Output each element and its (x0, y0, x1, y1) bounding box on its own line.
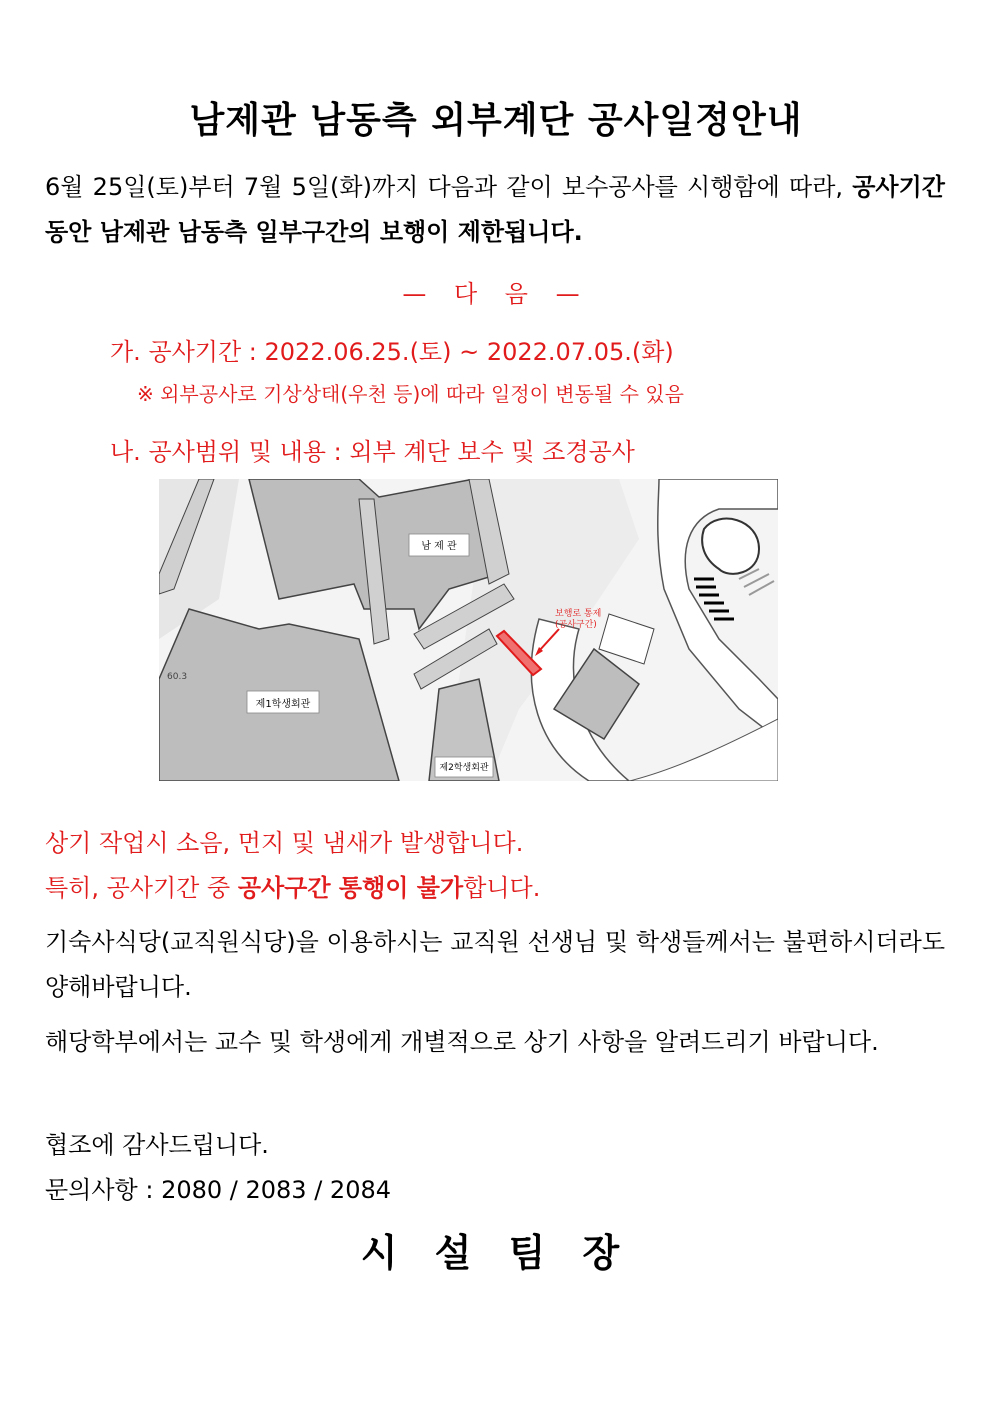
intro-paragraph (45, 165, 945, 255)
thanks-line: 협조에 감사드립니다. (45, 1131, 269, 1159)
map-label-hall1: 제1학생회관 (255, 699, 311, 710)
map-label-number: 60.3 (167, 672, 188, 682)
warning-text-a: 특히, 공사기간 중 (45, 874, 238, 902)
map-label-main: 남 제 관 (421, 541, 457, 552)
divider-next: — 다 음 — (402, 280, 590, 308)
contact-line: 문의사항 : 2080 / 2083 / 2084 (45, 1176, 392, 1204)
warning-line-2 (45, 868, 540, 903)
weather-note: ※ 외부공사로 기상상태(우천 등)에 따라 일정이 변동될 수 있음 (137, 382, 684, 406)
period-item: 가. 공사기간 : 2022.06.25.(토) ~ 2022.07.05.(화) (110, 338, 674, 366)
cafeteria-paragraph: 기숙사식당(교직원식당)을 이용하시는 교직원 선생님 및 학생들께서는 불편하시더라도 양해바랍니다. (45, 928, 945, 1001)
signature: 시 설 팀 장 (360, 1231, 632, 1275)
department-paragraph: 해당학부에서는 교수 및 학생에게 개별적으로 상기 사항을 알려드리기 바랍니다. (45, 1028, 879, 1056)
map-label-restrict-line2: (공사구간) (555, 620, 597, 630)
map-label-hall2: 제2학생회관 (439, 763, 489, 773)
warning-line-1: 상기 작업시 소음, 먼지 및 냄새가 발생합니다. (45, 829, 524, 857)
warning-text-c: 합니다. (463, 874, 541, 902)
map-label-restrict-line1: 보행로 통제 (555, 609, 602, 619)
intro-text: 6월 25일(토)부터 7월 5일(화)까지 다음과 같이 보수공사를 시행함에 따라, (45, 173, 853, 201)
site-map (159, 479, 778, 781)
warning-emphasis: 공사구간 통행이 불가 (237, 874, 464, 902)
scope-item: 나. 공사범위 및 내용 : 외부 계단 보수 및 조경공사 (110, 438, 635, 466)
intro-bold-text: 공사기간 동안 남제관 남동측 일부구간의 보행이 제한됩니다. (45, 173, 945, 246)
map-label-restrict (555, 609, 601, 631)
page-title: 남제관 남동측 외부계단 공사일정안내 (189, 100, 803, 141)
